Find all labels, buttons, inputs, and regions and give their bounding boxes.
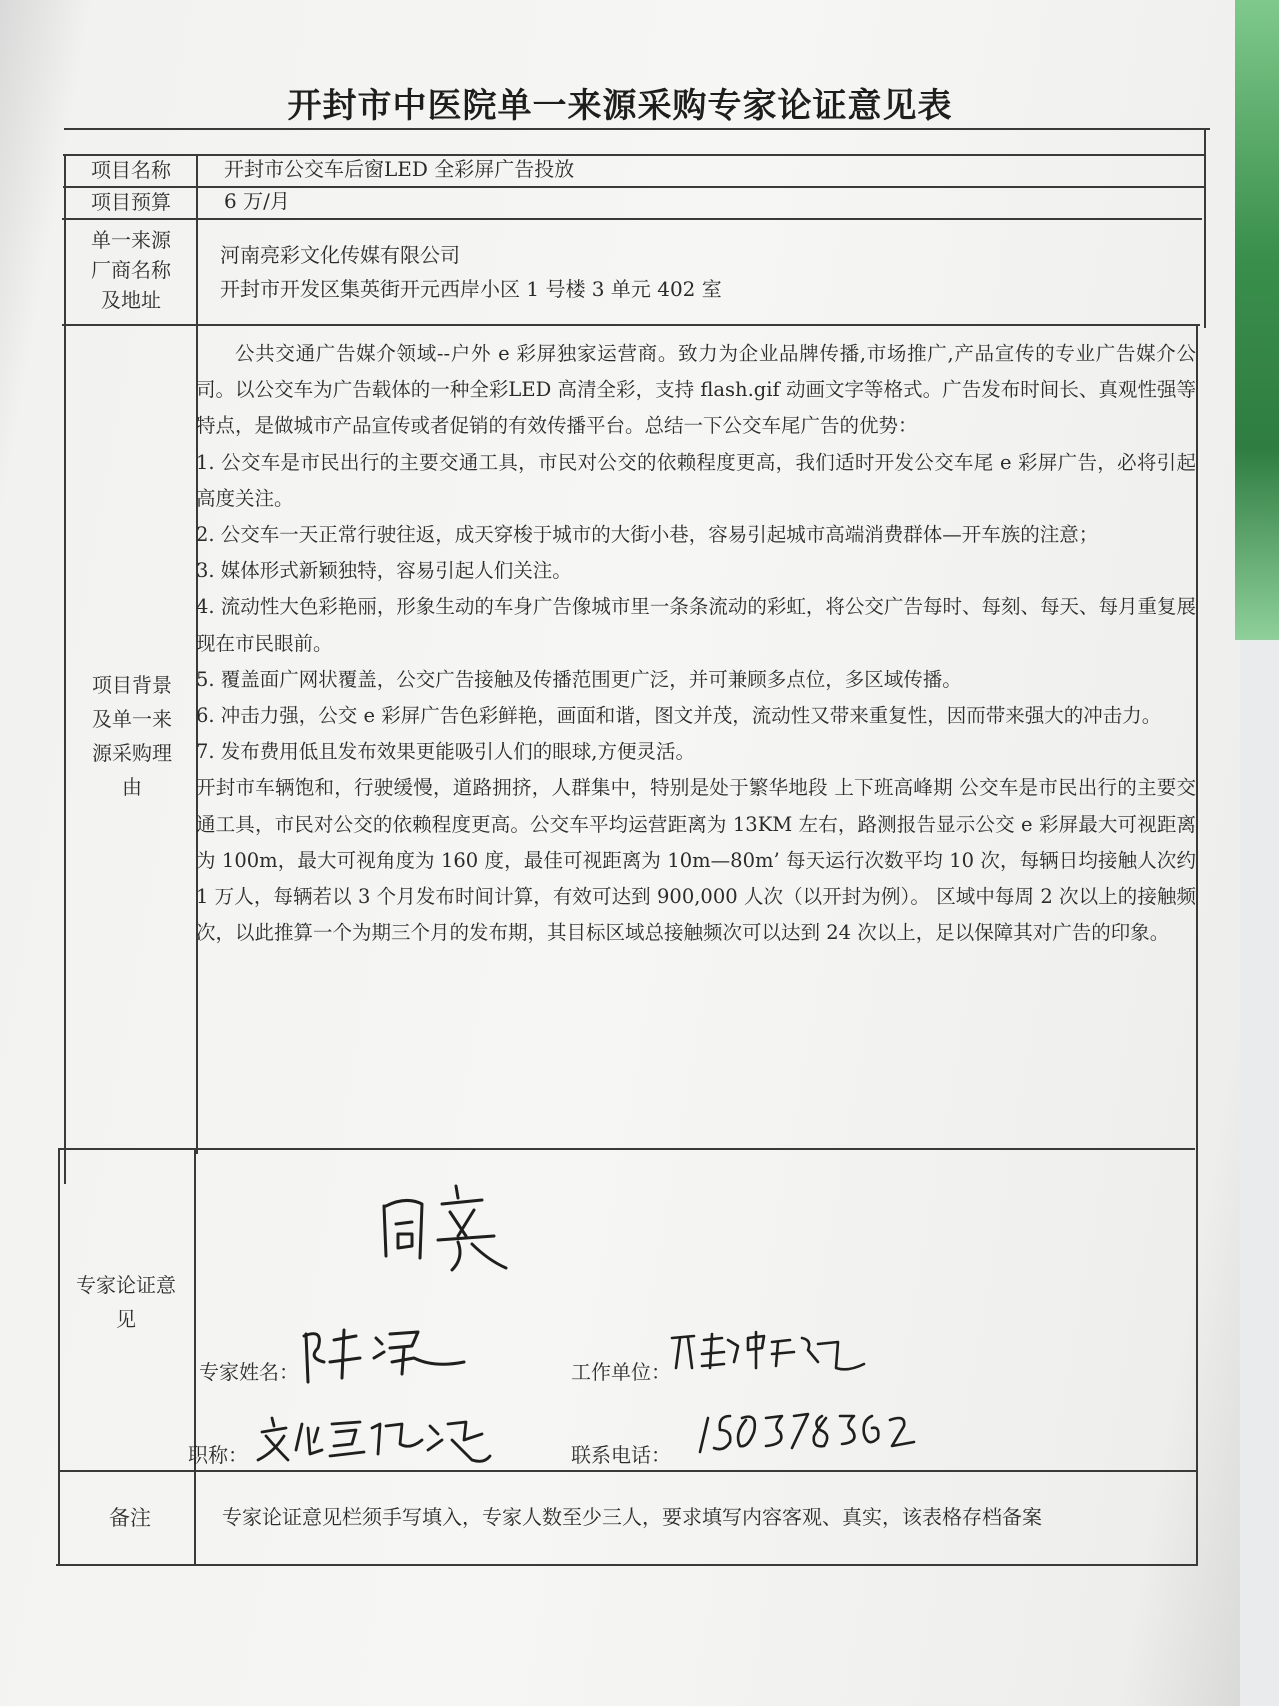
table-border-right-upper (1204, 128, 1206, 328)
handwritten-phone (696, 1408, 936, 1458)
value-supplier-name: 河南亮彩文化传媒有限公司 (220, 243, 460, 267)
spacer (63, 140, 1210, 142)
row-divider-3 (62, 218, 1202, 220)
background-point-1: 1. 公交车是市民出行的主要交通工具，市民对公交的依赖程度更高，我们适时开发公交车尾 e 彩屏广告，必将引起高度关注。 (196, 450, 1196, 510)
table-border-left-upper (64, 154, 66, 1184)
background-green-object (1235, 0, 1279, 640)
expert-name-label: 专家姓名： (199, 1360, 299, 1384)
table-border-top (64, 128, 1210, 130)
row-divider-5 (60, 1148, 1195, 1150)
signature-unit-icon (668, 1328, 868, 1378)
background-intro: 公共交通广告媒介领域--户外 e 彩屏独家运营商。致力为企业品牌传播,市场推广,产品宣传的专业广告媒介公司。以公交车为广告载体的一种全彩LED 高清全彩，支持 flash.gif 动画文字等格式。广告发布时间长、真观性强等特点，是做城市产品宣传或者促销的有效传播平台。总结一下公交车尾广告的优势： (196, 342, 1196, 438)
signature-name-icon (294, 1318, 474, 1388)
value-supplier-address: 开封市开发区集英街开元西岸小区 1 号楼 3 单元 402 室 (220, 277, 722, 301)
form-title: 开封市中医院单一来源采购专家论证意见表 (287, 86, 953, 126)
expert-opinion-form (56, 128, 1210, 1568)
background-conclusion: 开封市车辆饱和，行驶缓慢，道路拥挤，人群集中，特别是处于繁华地段 上下班高峰期 公交车是市民出行的主要交通工具，市民对公交的依赖程度更高。公交车平均运营距离为 13KM 左右，路测报告显示公交 e 彩屏最大可视距离为 100m，最大可视角度为 160 度，最佳可视距离为 10m—80m’ 每天运行次数平均 10 次，每辆日均接触人次约 1 万人，每辆若以 3 个月发布时间计算，有效可达到 900,000 人次（以开封为例）。 区域中每周 2 次以上的接触频次，以此推算一个为期三个月的发布期，其目标区域总接触频次可以达到 24 次以上，足以保障其对广告的印象。 (196, 776, 1196, 945)
background-point-4: 4. 流动性大色彩艳丽，形象生动的车身广告像城市里一条条流动的彩虹，将公交广告每时、每刻、每天、每月重复展现在市民眼前。 (196, 595, 1196, 655)
value-remarks: 专家论证意见栏须手写填入，专家人数至少三人，要求填写内容客观、真实，该表格存档备案 (222, 1505, 1042, 1529)
label-background: 项目背景及单一来源采购理由 (92, 673, 172, 799)
phone-label: 联系电话： (571, 1443, 671, 1467)
row-divider-6 (58, 1470, 1196, 1472)
handwritten-professional-title (252, 1410, 492, 1470)
label-budget: 项目预算 (91, 190, 171, 214)
work-unit-label: 工作单位： (571, 1360, 671, 1384)
label-supplier: 单一来源厂商名称及地址 (91, 228, 171, 312)
label-remarks: 备注 (109, 1506, 151, 1530)
value-budget: 6 万/月 (224, 189, 290, 213)
label-project-name: 项目名称 (91, 158, 171, 182)
handwriting-agree-icon (376, 1178, 516, 1278)
background-point-7: 7. 发布费用低且发布效果更能吸引人们的眼球,方便灵活。 (196, 740, 696, 764)
background-point-3: 3. 媒体形式新颖独特，容易引起人们关注。 (196, 559, 572, 583)
professional-title-label: 职称： (188, 1443, 248, 1467)
column-divider-lower (194, 1148, 196, 1566)
table-border-left-lower (58, 1148, 60, 1566)
table-border-bottom (56, 1564, 1198, 1566)
background-text-block (196, 336, 1196, 951)
table-border-right-lower (1196, 324, 1198, 1566)
signature-title-icon (252, 1410, 492, 1470)
handwritten-opinion (376, 1178, 516, 1278)
background-point-5: 5. 覆盖面广网状覆盖，公交广告接触及传播范围更广泛，并可兼顾多点位，多区域传播。 (196, 667, 962, 691)
background-point-6: 6. 冲击力强，公交 e 彩屏广告色彩鲜艳，画面和谐，图文并茂，流动性又带来重复性，因而带来强大的冲击力。 (196, 704, 1162, 728)
background-point-2: 2. 公交车一天正常行驶往返，成天穿梭于城市的大街小巷，容易引起城市高端消费群体—开车族的注意； (196, 523, 1099, 547)
signature-phone-icon (696, 1408, 936, 1458)
value-project-name: 开封市公交车后窗LED 全彩屏广告投放 (224, 157, 575, 181)
handwritten-work-unit (668, 1328, 868, 1378)
handwritten-expert-name (294, 1318, 474, 1388)
row-divider-4 (62, 324, 1200, 326)
label-expert-opinion: 专家论证意见 (76, 1273, 176, 1331)
